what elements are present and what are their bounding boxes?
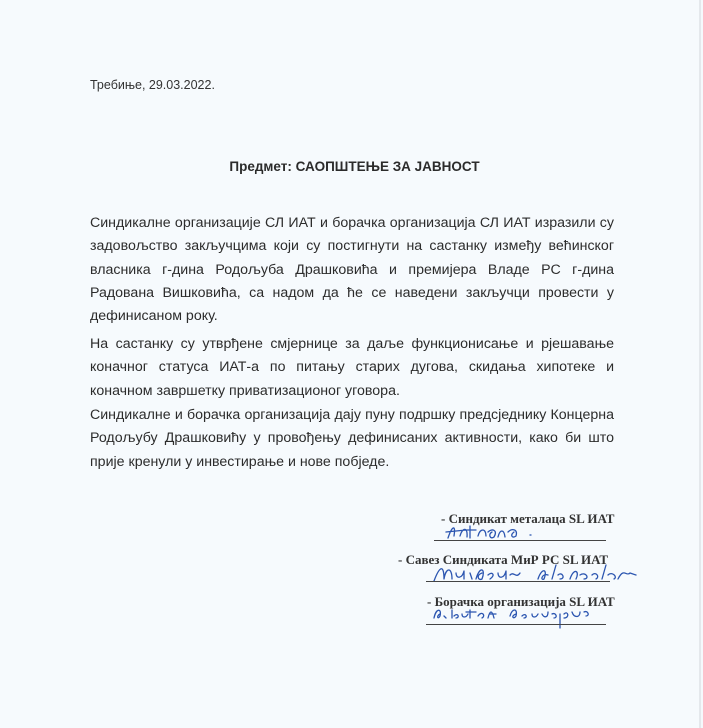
date-line: Требиње, 29.03.2022. <box>90 78 215 92</box>
paragraph-1: Синдикалне организације СЛ ИАТ и борачка организација СЛ ИАТ изразили су задовољство закључцима који су постигнути на састанку између већинског власника г-дина Родољуба Драшковића и премијера Владе РС г-дина Радована Вишковића, са надом да ће се наведени закључци провести у дефинисаном року. <box>90 215 614 325</box>
signatory-2-label: - Савез Синдиката МиР РС SL ИАТ <box>398 552 609 567</box>
signature-2 <box>430 561 660 587</box>
signature-line-2 <box>426 581 610 582</box>
signatory-1-label: - Синдикат металаца SL ИАТ <box>441 511 615 526</box>
signature-line-3 <box>426 624 606 625</box>
signature-3 <box>430 602 630 632</box>
signatory-3-label: - Борачка организација SL ИАТ <box>427 594 615 609</box>
subject-heading: Предмет: САОПШТЕЊЕ ЗА ЈАВНОСТ <box>229 159 480 174</box>
paragraph-2: На састанку су утврђене смјернице за даље функционисање и рјешавање коначног статуса ИАТ-а по питању старих дугова, скидања хипотеке и коначном завршетку приватизационог уговора. <box>90 336 614 399</box>
signature-line-1 <box>434 540 606 541</box>
paragraph-3: Синдикалне и борачка организација дају пуну подршку предсједнику Концерна Родољубу Драшковићу у провођењу дефинисаних активности, како би што прије кренули у инвестирање и нове побједе. <box>90 407 614 470</box>
